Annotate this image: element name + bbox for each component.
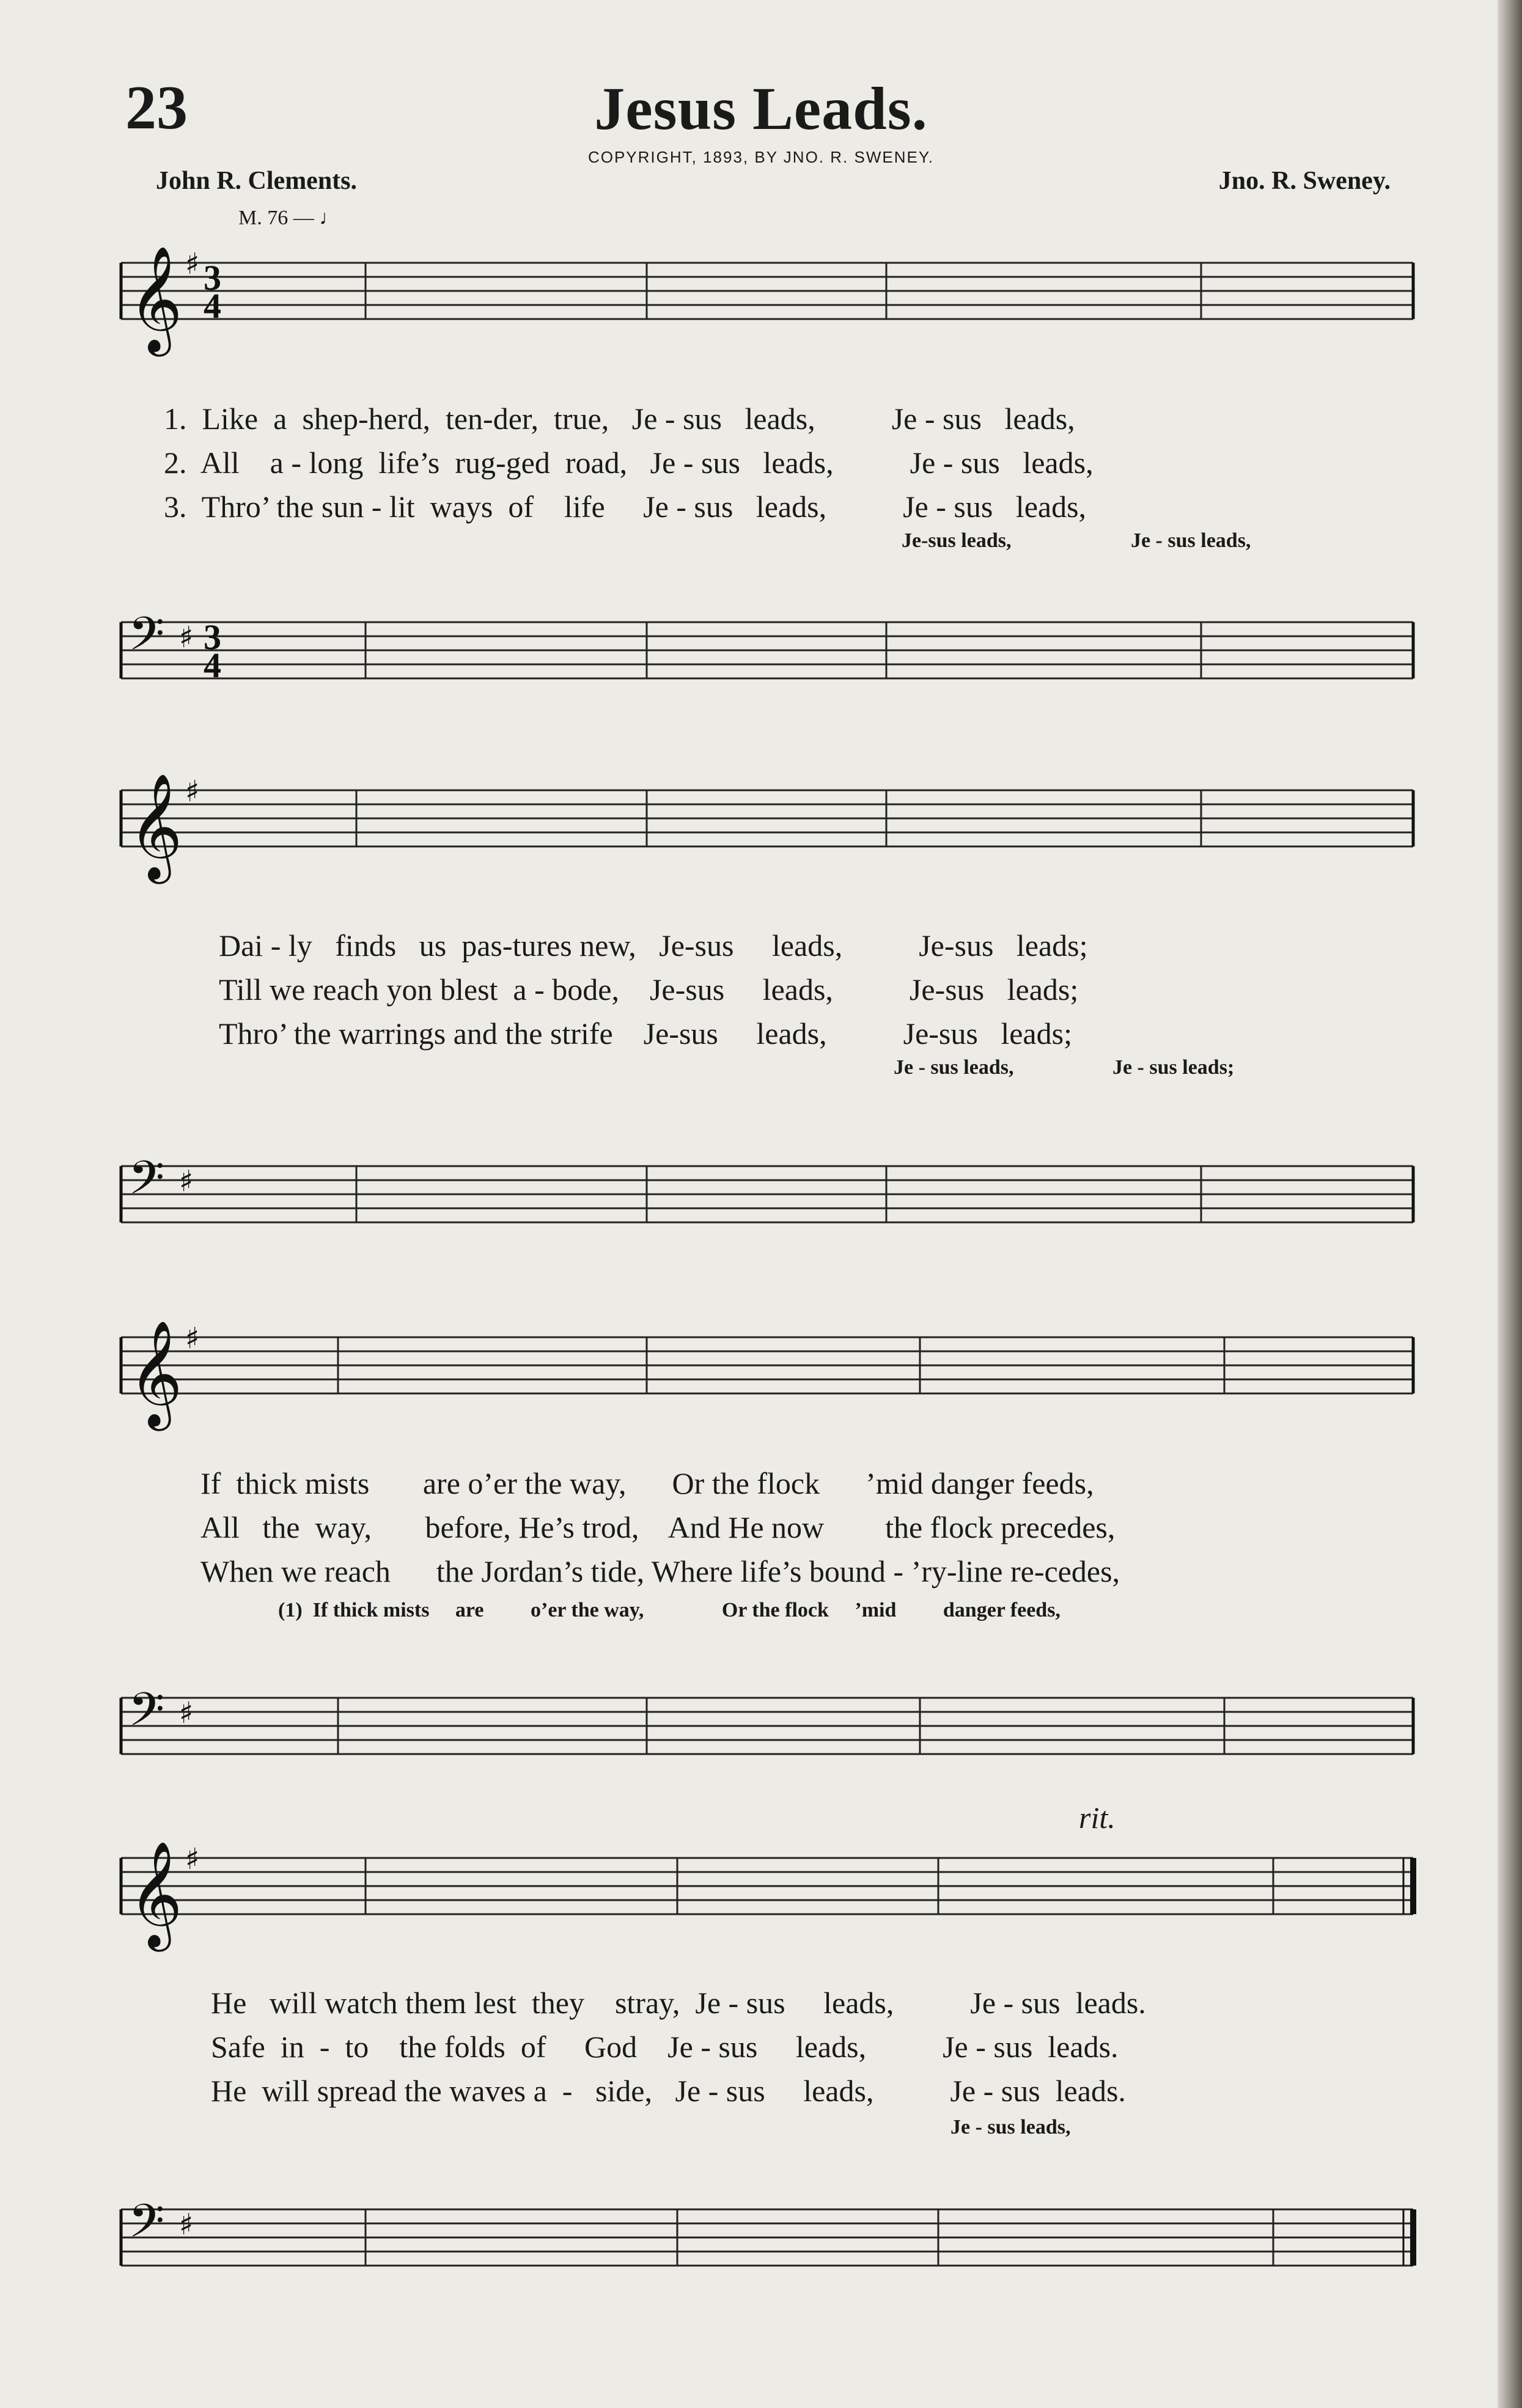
treble-clef-icon: 𝄞 <box>128 773 183 879</box>
lyric-verse-1: He will watch them lest they stray, Je - sus leads, Je - sus leads. <box>211 1986 1146 2020</box>
lyricist: John R. Clements. <box>156 167 358 195</box>
hymn-number: 23 <box>125 73 188 142</box>
lyric-verse-2: Till we reach yon blest a - bode, Je-sus leads, Je-sus leads; <box>219 972 1079 1007</box>
time-signature-bottom: 4 <box>204 645 221 685</box>
tempo-marking: M. 76 — ♩ <box>238 207 340 229</box>
hymn-title: Jesus Leads. <box>594 75 928 142</box>
lyric-verse-3: Thro’ the warrings and the strife Je-sus leads, Je-sus leads; <box>219 1016 1072 1051</box>
lyric-verse-3: He will spread the waves a - side, Je - sus leads, Je - sus leads. <box>211 2074 1126 2108</box>
key-signature-sharp-icon: ♯ <box>179 620 194 655</box>
time-signature-bottom: 4 <box>204 286 221 326</box>
bass-cue: Je - sus leads, <box>950 2116 1071 2138</box>
key-signature-sharp-icon: ♯ <box>179 1164 194 1198</box>
key-signature-sharp-icon: ♯ <box>185 247 200 281</box>
page-edge <box>1498 0 1522 2408</box>
lyric-verse-1: 1. Like a shep-herd, ten-der, true, Je - sus leads, Je - sus leads, <box>164 402 1075 436</box>
time-signature-top: 3 <box>204 617 221 657</box>
lyric-verse-2: Safe in - to the folds of God Je - sus leads, Je - sus leads. <box>211 2030 1119 2064</box>
lyric-verse-2: All the way, before, He’s trod, And He now the flock precedes, <box>200 1510 1116 1544</box>
bass-clef-icon: 𝄢 <box>128 1683 165 1748</box>
bass-cue: Je - sus leads, Je - sus leads; <box>894 1056 1235 1079</box>
composer: Jno. R. Sweney. <box>1218 167 1391 195</box>
bass-clef-icon: 𝄢 <box>128 607 165 672</box>
bass-clef-icon: 𝄢 <box>128 2194 165 2259</box>
treble-clef-icon: 𝄞 <box>128 1841 183 1947</box>
key-signature-sharp-icon: ♯ <box>185 774 200 809</box>
bass-clef-icon: 𝄢 <box>128 1151 165 1216</box>
key-signature-sharp-icon: ♯ <box>179 1696 194 1730</box>
lyric-verse-3: 3. Thro’ the sun - lit ways of life Je - sus leads, Je - sus leads, <box>164 490 1087 524</box>
lyric-verse-1: If thick mists are o’er the way, Or the flock ’mid danger feeds, <box>200 1466 1094 1500</box>
lyric-verse-2: 2. All a - long life’s rug-ged road, Je - sus leads, Je - sus leads, <box>164 446 1094 480</box>
treble-clef-icon: 𝄞 <box>128 246 183 352</box>
lyric-verse-1: Dai - ly finds us pas-tures new, Je-sus leads, Je-sus leads; <box>219 928 1088 963</box>
key-signature-sharp-icon: ♯ <box>179 2208 194 2242</box>
bass-cue: Je-sus leads, Je - sus leads, <box>902 529 1251 552</box>
key-signature-sharp-icon: ♯ <box>185 1321 200 1356</box>
time-signature-top: 3 <box>204 258 221 298</box>
treble-clef-icon: 𝄞 <box>128 1320 183 1426</box>
ritardando-mark: rit. <box>1079 1800 1116 1835</box>
copyright-notice: COPYRIGHT, 1893, BY JNO. R. SWENEY. <box>587 148 935 166</box>
lyric-verse-3: When we reach the Jordan’s tide, Where life’s bound - ’ry-line re-cedes, <box>200 1554 1120 1588</box>
key-signature-sharp-icon: ♯ <box>185 1842 200 1876</box>
bass-cue: (1) If thick mists are o’er the way, Or the flock ’mid danger feeds, <box>278 1599 1061 1621</box>
